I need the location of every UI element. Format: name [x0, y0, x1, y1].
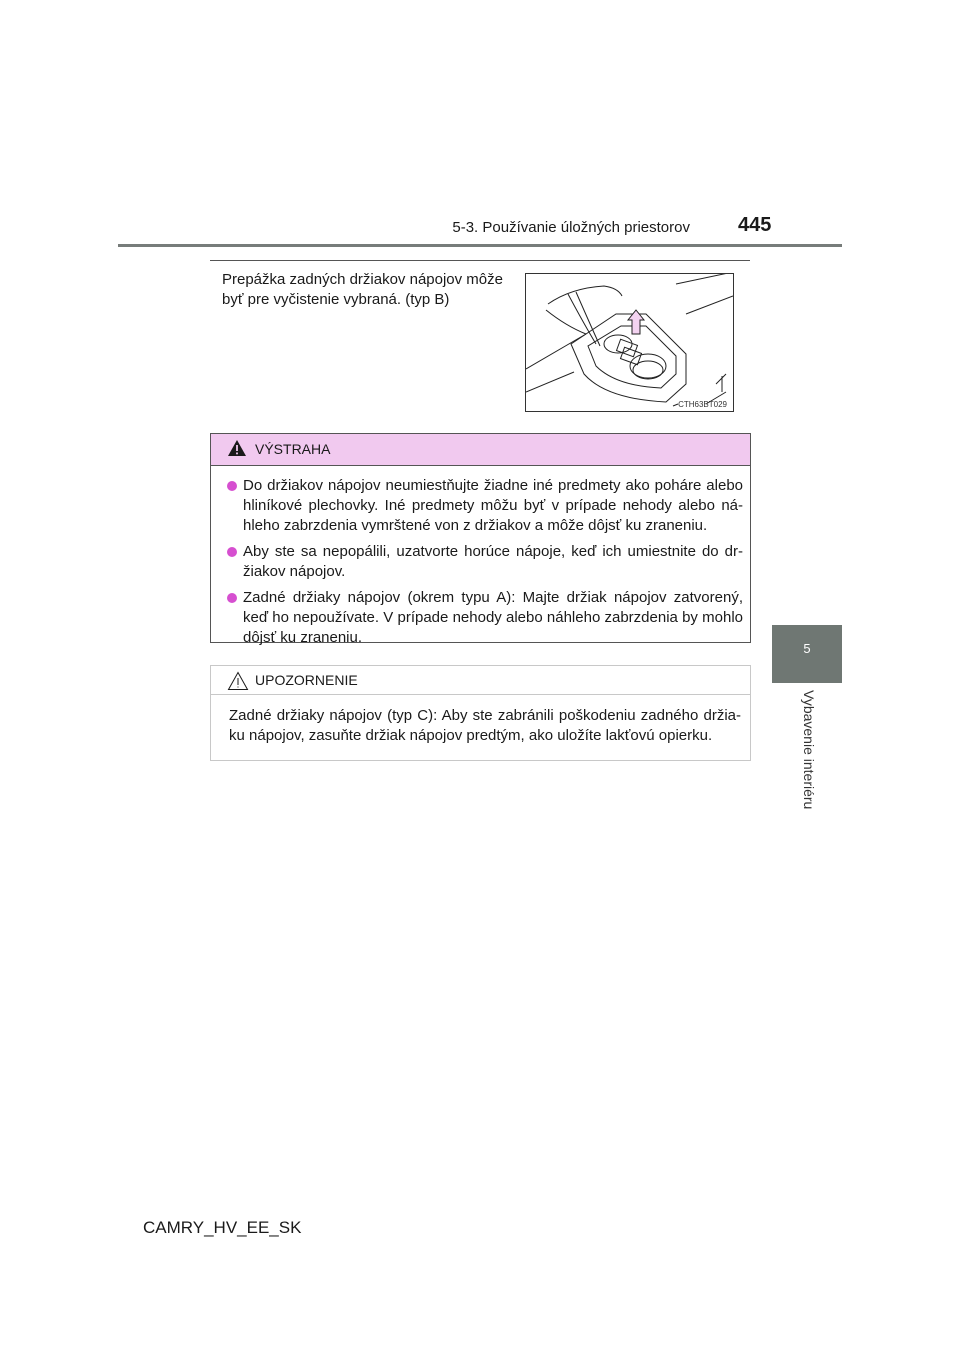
chapter-number: 5	[803, 641, 811, 656]
list-item	[227, 542, 743, 582]
chapter-title: Vybavenie interiéru	[801, 690, 817, 810]
cup-holder-illustration	[526, 274, 733, 411]
figure-code: CTH63BT029	[678, 400, 727, 409]
section-title: 5-3. Používanie úložných priestorov	[452, 219, 690, 236]
warning-list	[211, 466, 750, 648]
warning-item-text: Zadné držiaky nápojov (okrem typu A): Majte držiak nápojov zatvorený, keď ho nepoužívate. V prípade nehody alebo náhleho zabrzdenia by mohlo dôjsť ku zraneniu.	[243, 589, 743, 646]
notice-title: UPOZORNENIE	[255, 672, 358, 688]
bullet-icon	[227, 547, 237, 557]
list-item	[227, 476, 743, 536]
cup-holder-figure	[525, 273, 734, 412]
warning-item-text: Aby ste sa nepopálili, uzatvorte horúce nápoje, keď ich umiestnite do dr- žiakov nápojov.	[243, 543, 743, 580]
notice-header	[211, 666, 750, 695]
document-code: CAMRY_HV_EE_SK	[143, 1218, 302, 1237]
list-item	[227, 588, 743, 648]
warning-triangle-outline-icon	[227, 671, 249, 691]
warning-title: VÝSTRAHA	[255, 441, 331, 457]
bullet-icon	[227, 481, 237, 491]
header-rule	[118, 244, 842, 247]
notice-box	[210, 665, 751, 761]
warning-item-text: Do držiakov nápojov neumiestňujte žiadne iné predmety ako poháre alebo hliníkové plechovky. Iné predmety môžu byť v prípade nehody alebo ná- hleho zabrzdenia vymrštené von z držiakov a môže dôjsť ku zraneniu.	[243, 477, 743, 534]
warning-header	[211, 434, 750, 466]
page-number: 445	[738, 214, 772, 236]
warning-box	[210, 433, 751, 646]
warning-triangle-filled-icon	[227, 439, 247, 457]
bullet-icon	[227, 593, 237, 603]
intro-paragraph: Prepážka zadných držiakov nápojov môže byť pre vyčistenie vybraná. (typ B)	[222, 271, 503, 308]
notice-text: Zadné držiaky nápojov (typ C): Aby ste zabránili poškodeniu zadného držia- ku nápojov, zasuňte držiak nápojov predtým, ako uložíte lakťovú opierku.	[229, 707, 741, 744]
content-top-rule	[210, 260, 750, 261]
chapter-tab	[772, 625, 842, 683]
